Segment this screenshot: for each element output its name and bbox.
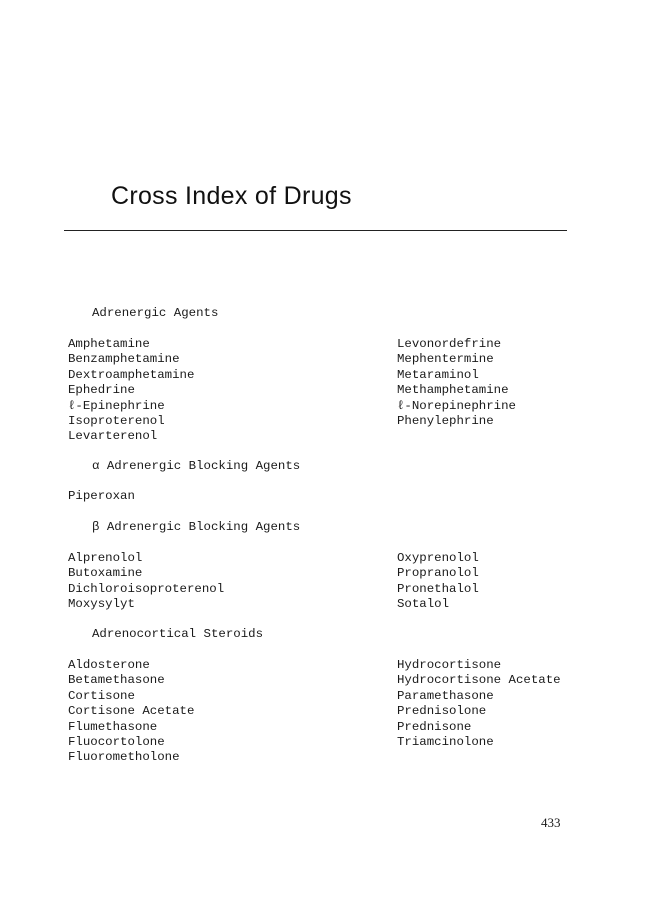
drug-entry: Oxyprenolol xyxy=(397,551,479,565)
drug-entry: Betamethasone xyxy=(68,673,165,688)
drug-entry: Levarterenol xyxy=(68,429,158,444)
section-heading-adrenergic-agents: Adrenergic Agents xyxy=(92,306,219,320)
drug-entry: Dichloroisoproterenol xyxy=(68,581,225,596)
drug-entry: Propranolol xyxy=(397,566,479,581)
drug-entry: Piperoxan xyxy=(68,489,135,503)
drug-entry: Prednisone xyxy=(397,719,472,734)
drug-list-right xyxy=(397,337,516,429)
drug-entry: Aldosterone xyxy=(68,658,150,672)
drug-entry: Fluocortolone xyxy=(68,735,165,750)
drug-list-left xyxy=(68,658,194,766)
drug-entry: Hydrocortisone xyxy=(397,658,502,672)
drug-entry: Alprenolol xyxy=(68,551,143,565)
drug-entry: Fluorometholone xyxy=(68,750,180,765)
drug-entry: Prednisolone xyxy=(397,704,487,719)
drug-entry: Triamcinolone xyxy=(397,735,494,750)
drug-entry: Levonordefrine xyxy=(397,337,502,351)
drug-list-left xyxy=(68,489,135,504)
drug-list-left xyxy=(68,551,224,613)
drug-entry: ℓ-Norepinephrine xyxy=(397,398,516,413)
drug-entry: Moxysylyt xyxy=(68,597,135,612)
drug-entry: Pronethalol xyxy=(397,581,479,596)
drug-entry: Flumethasone xyxy=(68,719,158,734)
page-number: 433 xyxy=(541,815,561,830)
drug-entry: Butoxamine xyxy=(68,566,143,581)
drug-list-right xyxy=(397,658,561,750)
section-heading-adrenocortical-steroids: Adrenocortical Steroids xyxy=(92,627,264,641)
drug-entry: Ephedrine xyxy=(68,383,135,398)
title-divider xyxy=(64,230,567,231)
drug-entry: Hydrocortisone Acetate xyxy=(397,673,561,688)
page-title: Cross Index of Drugs xyxy=(111,182,352,210)
drug-entry: Sotalol xyxy=(397,597,450,612)
drug-entry: Metaraminol xyxy=(397,367,479,382)
drug-entry: Methamphetamine xyxy=(397,383,509,398)
section-heading-beta-blocking: β Adrenergic Blocking Agents xyxy=(92,520,301,534)
drug-entry: Cortisone Acetate xyxy=(68,704,195,719)
drug-entry: Mephentermine xyxy=(397,352,494,367)
drug-list-right xyxy=(397,551,479,613)
drug-entry: Isoproterenol xyxy=(68,414,165,429)
drug-entry: Cortisone xyxy=(68,688,135,703)
drug-entry: Benzamphetamine xyxy=(68,352,180,367)
drug-entry: Amphetamine xyxy=(68,337,150,351)
drug-entry: Paramethasone xyxy=(397,688,494,703)
section-heading-alpha-blocking: α Adrenergic Blocking Agents xyxy=(92,459,301,473)
drug-entry: Dextroamphetamine xyxy=(68,367,195,382)
drug-entry: Phenylephrine xyxy=(397,414,494,429)
drug-list-left xyxy=(68,337,194,445)
drug-entry: ℓ-Epinephrine xyxy=(68,398,165,413)
